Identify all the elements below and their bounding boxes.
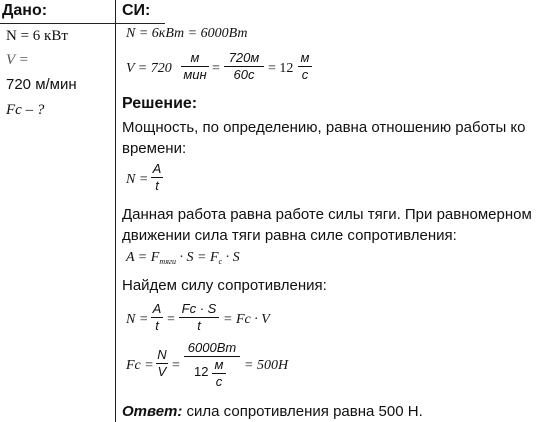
formula1-frac	[151, 162, 163, 193]
si-velocity-lhs: V = 720	[126, 61, 172, 76]
frac-numerator: м	[190, 50, 200, 65]
si-velocity-eq2: = 12	[268, 61, 294, 76]
formula3-lhs: N =	[126, 312, 149, 327]
formula3-frac1	[151, 302, 163, 333]
frac-numerator: м	[300, 50, 310, 65]
formula2-part3: · S	[225, 250, 240, 265]
given-power: N = 6 кВт	[6, 28, 68, 44]
si-frac-m-s	[298, 51, 312, 82]
frac-denominator: мин	[183, 67, 207, 82]
frac-bar	[184, 356, 240, 357]
frac-numerator: N	[157, 347, 167, 362]
solution-paragraph-2: Данная работа равна работе силы тяги. При равномерном движении сила тяги равна силе сопротивления:	[122, 206, 532, 244]
frac-denominator: t	[197, 318, 201, 333]
formula2-sub-traction: тяги	[159, 257, 177, 266]
formula4-rest: = 500H	[244, 358, 289, 373]
den-unit-frac	[212, 358, 226, 389]
given-velocity-value: 720 м/мин	[6, 76, 77, 93]
formula4-eq: =	[172, 358, 180, 373]
solution-header: Решение:	[122, 95, 198, 112]
frac-denominator	[184, 358, 240, 388]
given-divider	[115, 0, 116, 422]
formula2-part1: A = F	[126, 250, 160, 265]
frac-denominator: t	[155, 318, 159, 333]
si-header: СИ:	[122, 2, 151, 19]
si-frac-m-min	[181, 51, 209, 82]
si-frac-720-60	[224, 51, 264, 82]
formula3-eq: =	[167, 312, 175, 327]
frac-numerator: Fc · S	[181, 301, 217, 316]
formula4-lhs: Fc =	[126, 358, 154, 373]
solution-paragraph-3: Найдем силу сопротивления:	[122, 277, 327, 294]
given-header: Дано:	[2, 2, 48, 19]
frac-denominator: с	[301, 67, 309, 82]
given-unknown: Fc – ?	[6, 102, 45, 118]
den-main: 12	[194, 364, 209, 379]
header-underline	[0, 23, 165, 24]
formula1-lhs: N =	[126, 172, 149, 187]
formula2-sub-c: c	[218, 257, 223, 266]
frac-numerator: 6000Вт	[187, 340, 237, 355]
answer-line	[122, 401, 423, 422]
frac-numerator: 720м	[228, 50, 260, 65]
formula3-rest: = Fc · V	[223, 312, 270, 327]
si-velocity-eq1: =	[212, 61, 220, 76]
answer-label: Ответ:	[122, 403, 183, 420]
formula3-frac2	[179, 302, 219, 333]
formula2-part2: · S = F	[179, 250, 219, 265]
formula4-frac2	[184, 341, 240, 388]
frac-numerator: A	[152, 301, 162, 316]
given-velocity-label: V =	[6, 52, 29, 68]
solution-paragraph-1: Мощность, по определению, равна отношению работы ко времени:	[122, 119, 526, 157]
frac-denominator: 60с	[233, 67, 255, 82]
frac-numerator: A	[152, 161, 162, 176]
frac-numerator: м	[214, 357, 224, 372]
si-power-line: N = 6кВт = 6000Вт	[126, 26, 248, 41]
frac-denominator: t	[155, 178, 159, 193]
frac-denominator: с	[215, 374, 223, 389]
formula4-frac1	[156, 348, 168, 379]
answer-text: сила сопротивления равна 500 Н.	[182, 403, 423, 420]
formula-work-equality	[126, 250, 240, 266]
frac-denominator: V	[157, 364, 167, 379]
